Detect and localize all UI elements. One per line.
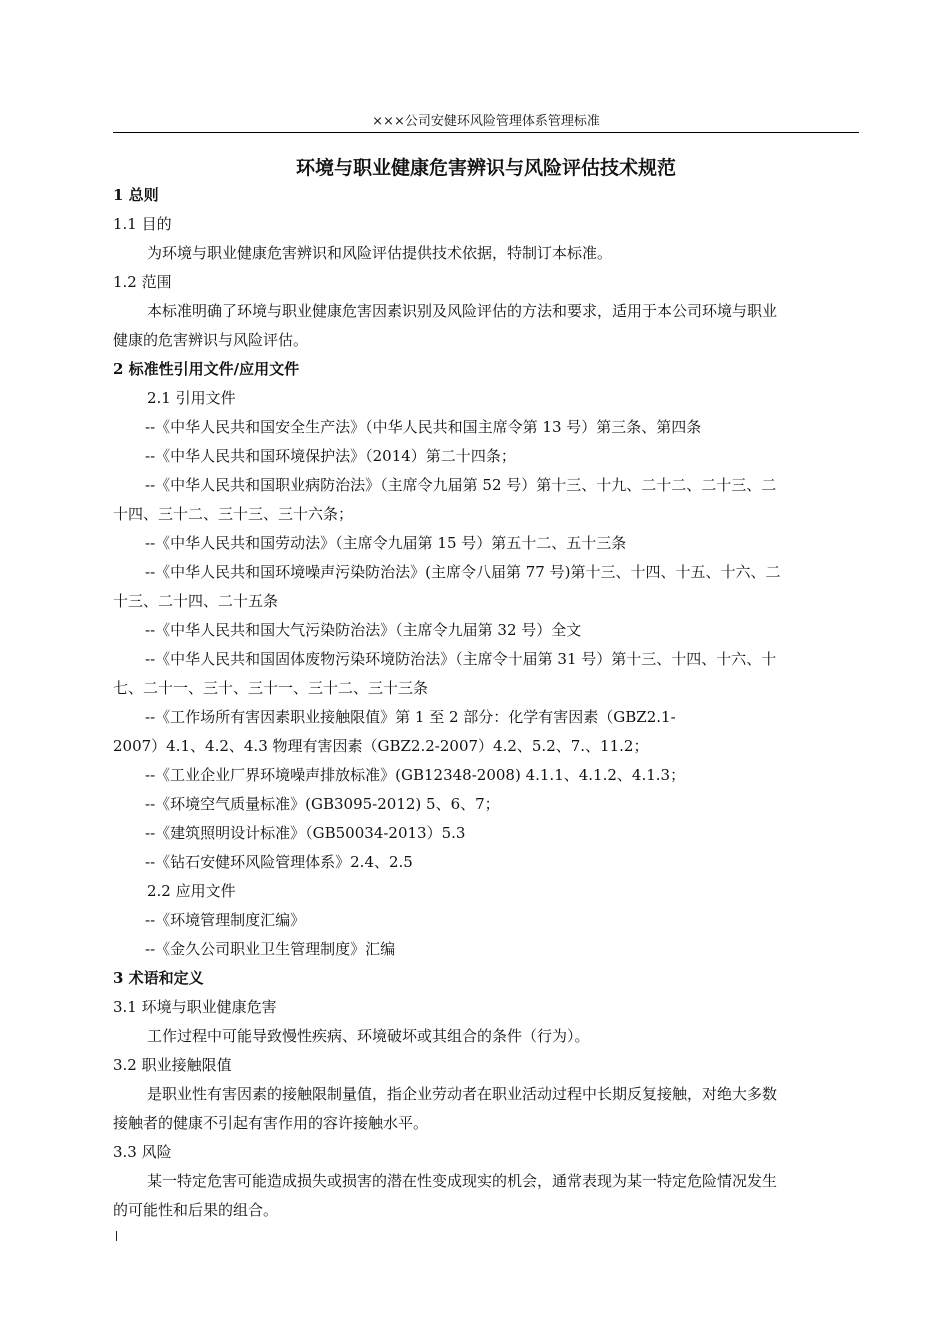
reference-item-cont: 十四、三十二、三十三、三十六条； [113,505,354,523]
reference-item-cont: 十三、二十四、二十五条 [113,592,279,610]
section-1-1-text: 为环境与职业健康危害辨识和风险评估提供技术依据，特制订本标准。 [147,244,613,262]
section-1-2-text-cont: 健康的危害辨识与风险评估。 [113,331,309,349]
section-3-2-text-cont: 接触者的健康不引起有害作用的容许接触水平。 [113,1114,429,1132]
section-2-1-heading: 2.1 引用文件 [147,389,236,407]
section-3-3-text-cont: 的可能性和后果的组合。 [113,1201,279,1219]
header-rule [113,132,859,133]
document-title: 环境与职业健康危害辨识与风险评估技术规范 [295,157,676,179]
reference-item: --《建筑照明设计标准》（GB50034-2013）5.3 [145,824,466,842]
reference-item: --《中华人民共和国环境噪声污染防治法》(主席令八届第 77 号)第十三、十四、十五、十六、二 [145,563,781,581]
section-3-1-heading: 3.1 环境与职业健康危害 [113,998,277,1016]
reference-item: --《工业企业厂界环境噪声排放标准》(GB12348-2008) 4.1.1、4.1.2、4.1.3； [145,766,686,784]
section-3-3-text: 某一特定危害可能造成损失或损害的潜在性变成现实的机会，通常表现为某一特定危险情况发生 [147,1172,778,1190]
section-1-1-heading: 1.1 目的 [113,215,172,233]
section-2-2-heading: 2.2 应用文件 [147,882,236,900]
reference-item: --《环境空气质量标准》(GB3095-2012) 5、6、7； [145,795,500,813]
running-header: ×××公司安健环风险管理体系管理标准 [372,114,600,129]
reference-item-cont: 七、二十一、三十、三十一、三十二、三十三条 [113,679,429,697]
document-body [113,181,859,1225]
reference-item: --《中华人民共和国固体废物污染环境防治法》（主席令十届第 31 号）第十三、十四、十六、十 [145,650,777,668]
reference-item: --《钻石安健环风险管理体系》2.4、2.5 [145,853,413,871]
reference-item: --《中华人民共和国安全生产法》（中华人民共和国主席令第 13 号）第三条、第四条 [145,418,702,436]
reference-item: --《中华人民共和国大气污染防治法》（主席令九届第 32 号）全文 [145,621,582,639]
section-3-heading: 3 术语和定义 [113,969,204,987]
application-item: --《环境管理制度汇编》 [145,911,306,929]
section-3-2-text: 是职业性有害因素的接触限制量值，指企业劳动者在职业活动过程中长期反复接触，对绝大多数 [147,1085,778,1103]
section-1-2-text: 本标准明确了环境与职业健康危害因素识别及风险评估的方法和要求，适用于本公司环境与职业 [147,302,778,320]
section-1-2-heading: 1.2 范围 [113,273,172,291]
section-1-heading: 1 总则 [113,186,159,204]
section-3-2-heading: 3.2 职业接触限值 [113,1056,232,1074]
section-3-3-heading: 3.3 风险 [113,1143,172,1161]
section-2-heading: 2 标准性引用文件/应用文件 [113,360,300,378]
reference-item: --《中华人民共和国职业病防治法》（主席令九届第 52 号）第十三、十九、二十二、二十三、二 [145,476,777,494]
reference-item: --《中华人民共和国环境保护法》（2014）第二十四条； [145,447,516,465]
reference-item-cont: 2007）4.1、4.2、4.3 物理有害因素（GBZ2.2-2007）4.2、5.2、7.、11.2； [113,737,649,755]
page-footer-mark [116,1231,117,1241]
section-3-1-text: 工作过程中可能导致慢性疾病、环境破坏或其组合的条件（行为）。 [147,1027,590,1045]
application-item: --《金久公司职业卫生管理制度》汇编 [145,940,396,958]
reference-item: --《工作场所有害因素职业接触限值》第 1 至 2 部分：化学有害因素（GBZ2.1- [145,708,676,726]
reference-item: --《中华人民共和国劳动法》（主席令九届第 15 号）第五十二、五十三条 [145,534,627,552]
